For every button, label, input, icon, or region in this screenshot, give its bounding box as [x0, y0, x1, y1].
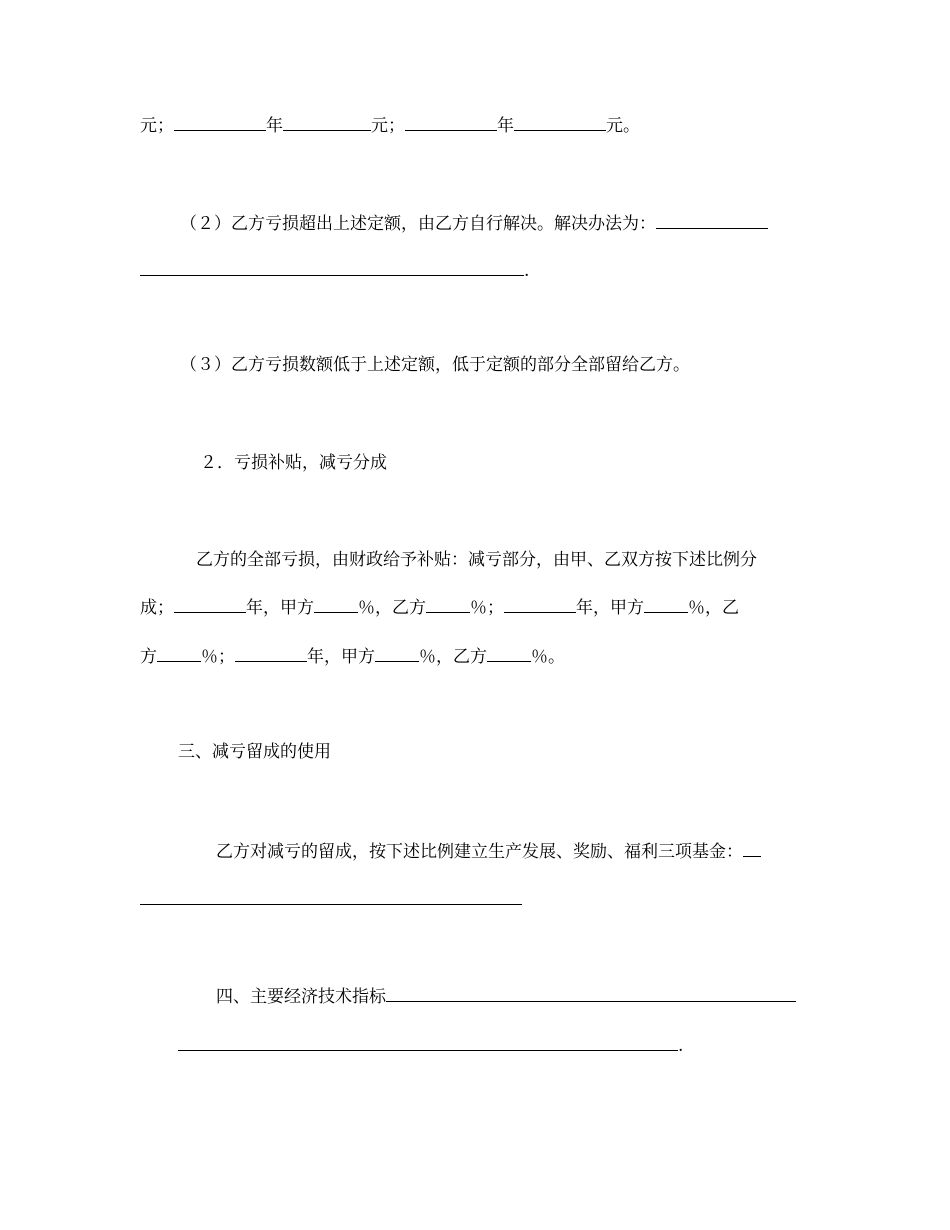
- blank-field[interactable]: [375, 647, 419, 662]
- blank-field[interactable]: [140, 261, 524, 276]
- text: 年: [266, 116, 283, 136]
- period: .: [678, 1036, 684, 1056]
- text: 元；: [371, 116, 405, 136]
- subsidy-paragraph-line3: [140, 647, 565, 669]
- text: ％；: [201, 647, 235, 667]
- clause-3-text: （３）乙方亏损数额低于上述定额，低于定额的部分全部留给乙方。: [180, 355, 690, 375]
- text: ％，乙方: [419, 647, 487, 667]
- blank-field[interactable]: [644, 598, 688, 613]
- section-heading-text: ２．亏损补贴，减亏分成: [200, 453, 387, 473]
- clause-2: [180, 214, 768, 236]
- text: ％，乙方: [358, 598, 426, 618]
- blank-field[interactable]: [174, 598, 246, 613]
- text: 乙方的全部亏损，由财政给予补贴：减亏部分，由甲、乙双方按下述比例分: [196, 550, 757, 570]
- blank-field[interactable]: [140, 890, 522, 905]
- section-heading-3: [178, 742, 331, 764]
- text: ％，乙: [688, 598, 739, 618]
- blank-field[interactable]: [178, 1036, 678, 1051]
- text: 年，甲方: [307, 647, 375, 667]
- text: 元。: [606, 116, 640, 136]
- blank-field[interactable]: [514, 116, 606, 131]
- blank-field[interactable]: [314, 598, 358, 613]
- text: 成；: [140, 598, 174, 618]
- section-4-continuation: [178, 1036, 683, 1058]
- text: ％；: [470, 598, 504, 618]
- text: 年: [497, 116, 514, 136]
- blank-field[interactable]: [504, 598, 576, 613]
- section-heading-text: 四、主要经济技术指标: [216, 987, 386, 1007]
- blank-field[interactable]: [487, 647, 531, 662]
- clause-2-continuation: [140, 261, 529, 283]
- section-heading-text: 三、减亏留成的使用: [178, 742, 331, 762]
- section-heading-4: [216, 987, 796, 1009]
- subsidy-paragraph-line2: [140, 598, 739, 620]
- blank-field[interactable]: [174, 116, 266, 131]
- blank-field[interactable]: [283, 116, 371, 131]
- section-heading-2: [200, 453, 387, 475]
- blank-field[interactable]: [426, 598, 470, 613]
- clause-3: [180, 355, 690, 377]
- blank-field[interactable]: [157, 647, 201, 662]
- text: 元；: [140, 116, 174, 136]
- period: .: [524, 261, 530, 281]
- blank-field[interactable]: [656, 214, 768, 229]
- text: 方: [140, 647, 157, 667]
- text: 年，甲方: [576, 598, 644, 618]
- subsidy-paragraph-line1: [196, 550, 757, 572]
- paragraph-year-amounts: [140, 116, 640, 138]
- blank-field[interactable]: [235, 647, 307, 662]
- text: ％。: [531, 647, 565, 667]
- retention-paragraph-continuation: [140, 890, 522, 912]
- text: 乙方对减亏的留成，按下述比例建立生产发展、奖励、福利三项基金：: [216, 842, 743, 862]
- blank-field[interactable]: [743, 842, 761, 857]
- retention-paragraph: [216, 842, 761, 864]
- clause-2-text: （２）乙方亏损超出上述定额，由乙方自行解决。解决办法为：: [180, 214, 656, 234]
- blank-field[interactable]: [405, 116, 497, 131]
- text: 年，甲方: [246, 598, 314, 618]
- blank-field[interactable]: [386, 987, 796, 1002]
